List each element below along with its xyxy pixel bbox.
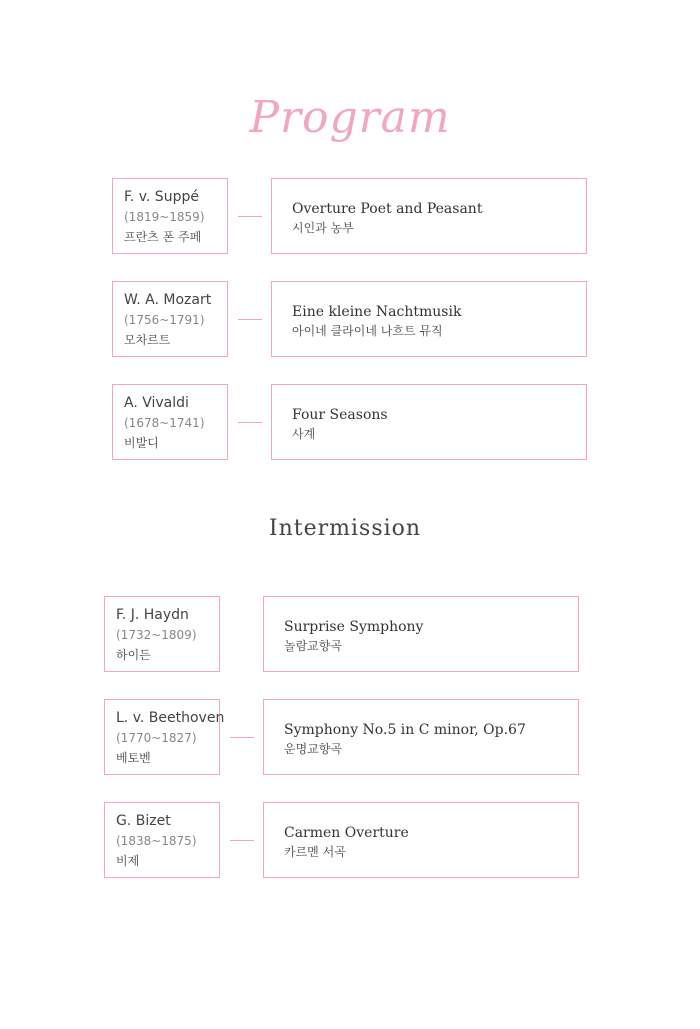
composer-box — [104, 802, 220, 878]
work-box — [263, 802, 579, 878]
work-title: Carmen Overture — [284, 825, 409, 841]
composer-korean-name: 하이든 — [116, 648, 151, 662]
work-title: Eine kleine Nachtmusik — [292, 304, 462, 320]
composer-korean-name: 비발디 — [124, 436, 159, 450]
composer-korean-name: 비제 — [116, 854, 140, 868]
composer-name: G. Bizet — [116, 813, 171, 829]
work-korean-title: 사계 — [292, 427, 316, 441]
composer-years: (1838~1875) — [116, 834, 197, 848]
composer-box — [112, 384, 228, 460]
intermission-heading: Intermission — [268, 516, 422, 541]
composer-name: F. v. Suppé — [124, 189, 199, 205]
work-korean-title: 놀람교향곡 — [284, 639, 342, 653]
work-title: Surprise Symphony — [284, 619, 424, 635]
program-title: Program — [249, 92, 451, 143]
connector-line — [238, 422, 262, 423]
composer-box — [112, 178, 228, 254]
connector-line — [238, 216, 262, 217]
work-box — [271, 178, 587, 254]
work-box — [271, 281, 587, 357]
connector-line — [238, 319, 262, 320]
connector-line — [230, 840, 254, 841]
work-box — [271, 384, 587, 460]
composer-name: L. v. Beethoven — [116, 710, 225, 726]
work-korean-title: 아이네 클라이네 나흐트 뮤직 — [292, 324, 443, 338]
composer-years: (1732~1809) — [116, 628, 197, 642]
work-box — [263, 596, 579, 672]
composer-years: (1756~1791) — [124, 313, 205, 327]
work-title: Overture Poet and Peasant — [292, 201, 483, 217]
composer-box — [104, 699, 225, 775]
composer-years: (1678~1741) — [124, 416, 205, 430]
composer-name: F. J. Haydn — [116, 607, 189, 623]
composer-years: (1770~1827) — [116, 731, 197, 745]
composer-korean-name: 프란츠 폰 주페 — [124, 230, 202, 244]
composer-korean-name: 베토벤 — [116, 751, 151, 765]
work-korean-title: 시인과 농부 — [292, 221, 354, 235]
composer-name: A. Vivaldi — [124, 395, 189, 411]
work-title: Four Seasons — [292, 407, 388, 423]
composer-box — [112, 281, 228, 357]
composer-box — [104, 596, 220, 672]
work-korean-title: 운명교향곡 — [284, 742, 342, 756]
work-title: Symphony No.5 in C minor, Op.67 — [284, 722, 526, 738]
work-box — [263, 699, 579, 775]
composer-years: (1819~1859) — [124, 210, 205, 224]
composer-korean-name: 모차르트 — [124, 333, 171, 347]
connector-line — [230, 737, 254, 738]
work-korean-title: 카르멘 서곡 — [284, 845, 346, 859]
composer-name: W. A. Mozart — [124, 292, 212, 308]
